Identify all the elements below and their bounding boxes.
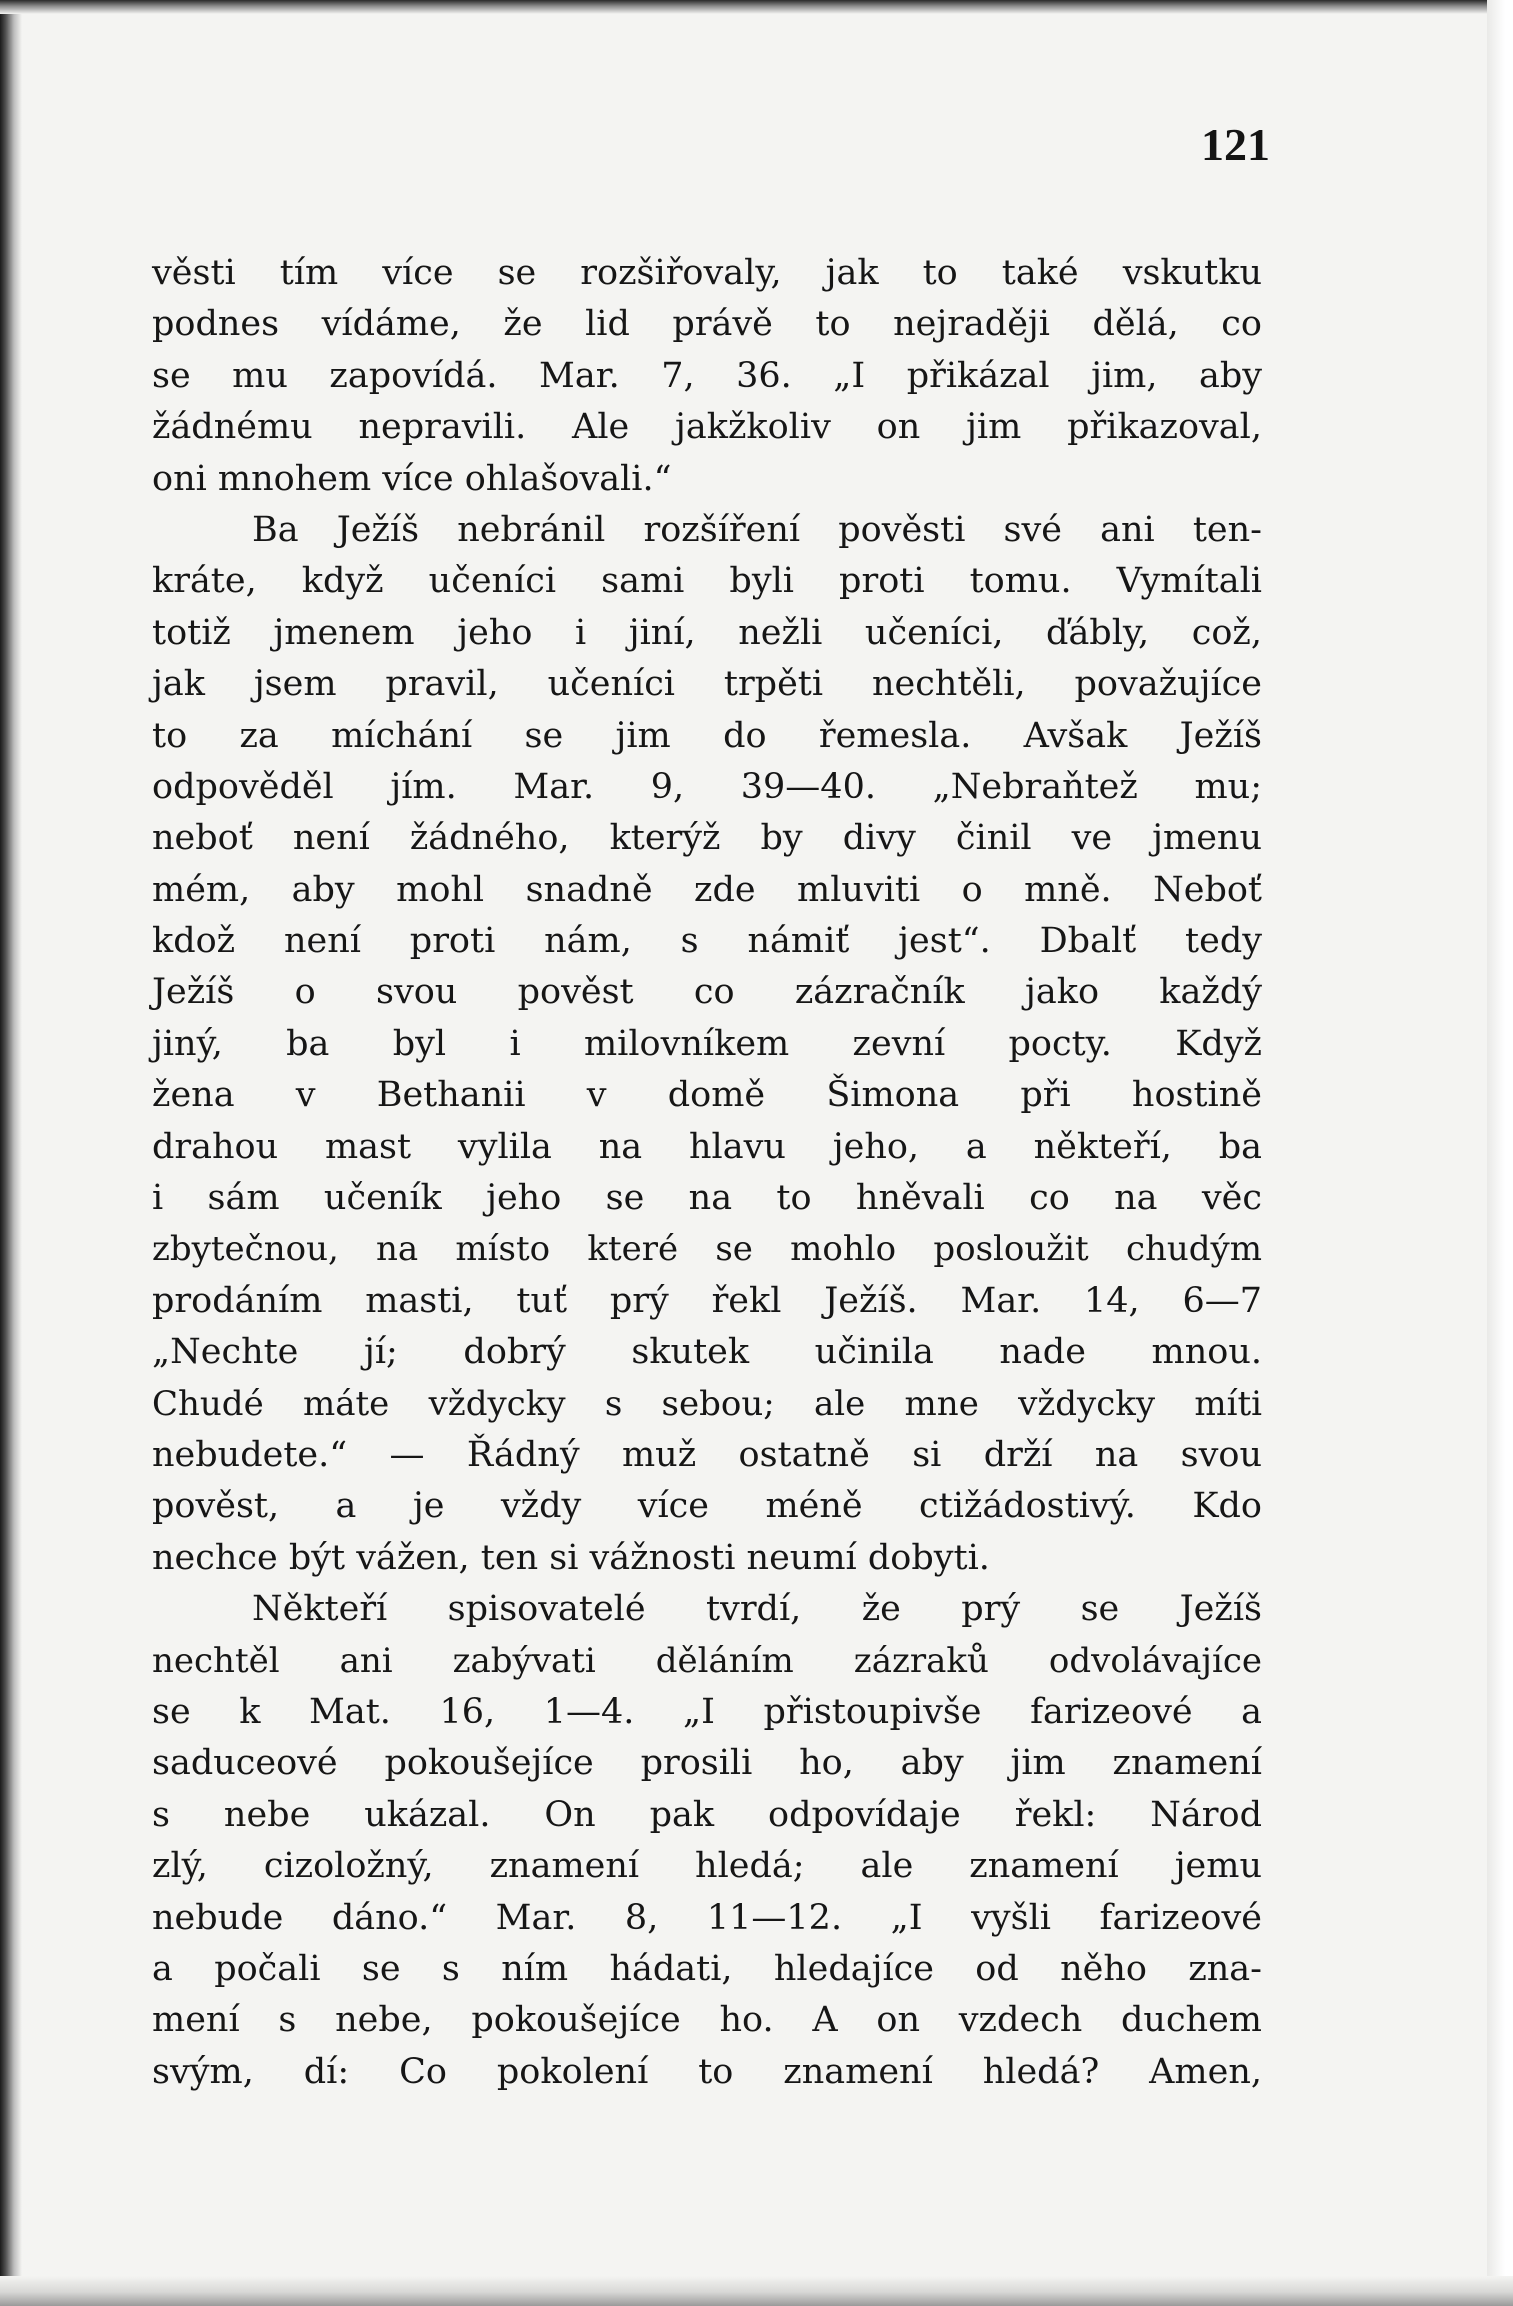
text-line: drahou mast vylila na hlavu jeho, a někteří, ba <box>152 1126 1262 1167</box>
scan-shadow-bottom <box>0 2276 1513 2306</box>
text-line: neboť není žádného, kterýž by divy činil ve jmenu <box>152 818 1262 859</box>
text-line: prodáním masti, tuť prý řekl Ježíš. Mar. 14, 6—7 <box>152 1280 1262 1321</box>
text-line: jak jsem pravil, učeníci trpěti nechtěli, považujíce <box>152 664 1262 705</box>
text-line: mení s nebe, pokoušejíce ho. A on vzdech duchem <box>152 2000 1262 2041</box>
text-line: a počali se s ním hádati, hledajíce od něho zna- <box>152 1948 1262 1989</box>
text-line: nechce být vážen, ten si vážnosti neumí dobyti. <box>152 1537 990 1578</box>
text-line: mém, aby mohl snadně zde mluviti o mně. Neboť <box>152 869 1262 910</box>
text-line: „Nechte jí; dobrý skutek učinila nade mnou. <box>152 1332 1262 1373</box>
body-text <box>152 248 1262 2098</box>
text-line: kráte, když učeníci sami byli proti tomu. Vymítali <box>152 561 1262 602</box>
text-line: zbytečnou, na místo které se mohlo posloužit chudým <box>152 1229 1262 1270</box>
text-line: zlý, cizoložný, znamení hledá; ale znamení jemu <box>152 1846 1262 1887</box>
text-line: jiný, ba byl i milovníkem zevní pocty. Když <box>152 1023 1262 1064</box>
paragraph-start-line: Ba Ježíš nebránil rozšíření pověsti své ani ten- <box>252 509 1262 550</box>
scan-shadow-right <box>1487 0 1513 2306</box>
text-line: se k Mat. 16, 1—4. „I přistoupivše farizeové a <box>152 1691 1262 1732</box>
text-line: podnes vídáme, že lid právě to nejraději dělá, co <box>152 304 1262 345</box>
text-line: kdož není proti nám, s námiť jest“. Dbalť tedy <box>152 921 1262 962</box>
text-line: i sám učeník jeho se na to hněvali co na věc <box>152 1178 1262 1219</box>
text-line: svým, dí: Co pokolení to znamení hledá? Amen, <box>152 2051 1262 2092</box>
text-line: žena v Bethanii v domě Šimona při hostině <box>152 1075 1262 1116</box>
text-line: nebudete.“ — Řádný muž ostatně si drží na svou <box>152 1434 1262 1475</box>
text-line: Ježíš o svou pověst co zázračník jako každý <box>152 972 1262 1013</box>
scan-shadow-left <box>0 0 22 2306</box>
text-line: Chudé máte vždycky s sebou; ale mne vždycky míti <box>152 1383 1262 1424</box>
text-line: nebude dáno.“ Mar. 8, 11—12. „I vyšli farizeové <box>152 1897 1262 1938</box>
text-line: se mu zapovídá. Mar. 7, 36. „I přikázal jim, aby <box>152 355 1262 396</box>
text-line: žádnému nepravili. Ale jakžkoliv on jim přikazoval, <box>152 407 1262 448</box>
text-line: pověst, a je vždy více méně ctižádostivý. Kdo <box>152 1486 1262 1527</box>
paragraph-start-line: Někteří spisovatelé tvrdí, že prý se Ježíš <box>252 1589 1262 1630</box>
page-number: 121 <box>1201 119 1270 170</box>
text-line: věsti tím více se rozšiřovaly, jak to také vskutku <box>152 253 1262 293</box>
text-line: nechtěl ani zabývati děláním zázraků odvolávajíce <box>152 1640 1262 1681</box>
text-line: saduceové pokoušejíce prosili ho, aby jim znamení <box>152 1743 1262 1784</box>
scan-shadow-top <box>0 0 1513 14</box>
text-line: oni mnohem více ohlašovali.“ <box>152 458 672 499</box>
text-line: totiž jmenem jeho i jiní, nežli učeníci, ďábly, což, <box>152 612 1262 653</box>
text-line: odpověděl jím. Mar. 9, 39—40. „Nebraňtež mu; <box>152 766 1262 807</box>
text-line: to za míchání se jim do řemesla. Avšak Ježíš <box>152 715 1262 756</box>
text-line: s nebe ukázal. On pak odpovídaje řekl: Národ <box>152 1794 1262 1835</box>
